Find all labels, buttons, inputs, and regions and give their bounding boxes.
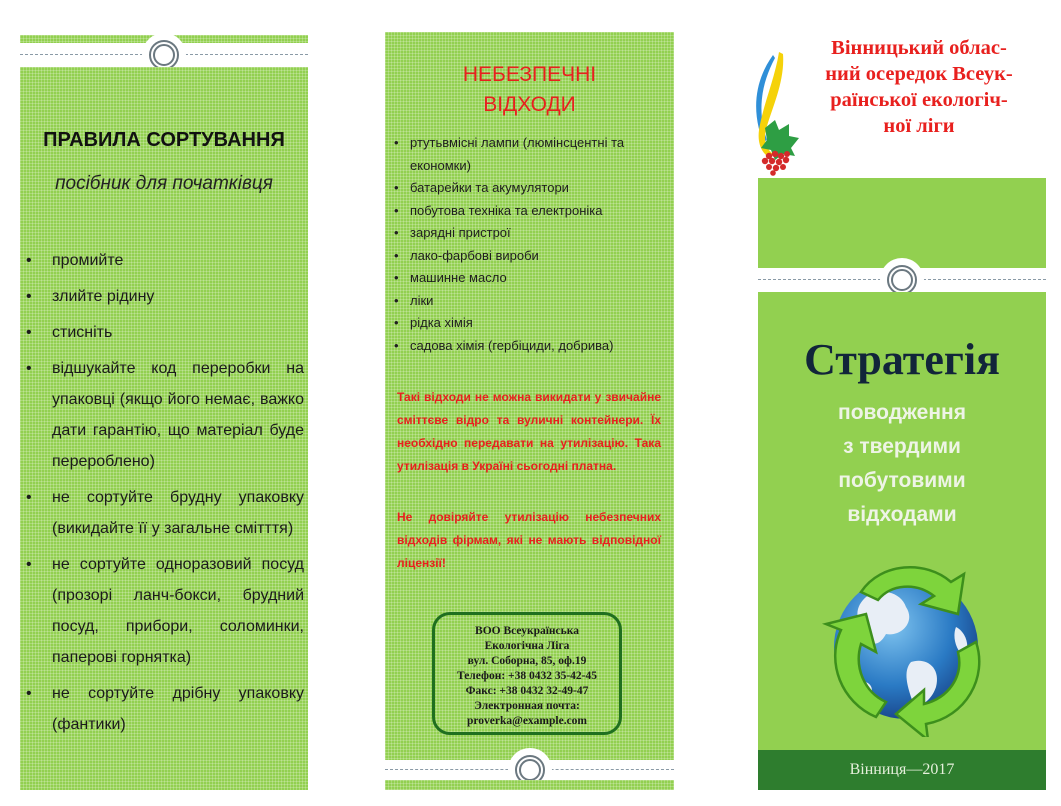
hazardous-item: • машинне масло: [385, 267, 668, 290]
panel-divider: [758, 268, 1046, 292]
cover-subtitle-line4: відходами: [847, 503, 957, 526]
cover-main-block: [758, 292, 1046, 790]
hazardous-title: [385, 60, 674, 120]
organization-name-line1: Вінницький облас-: [831, 37, 1007, 59]
hazardous-item: • рідка хімія: [385, 312, 668, 335]
hazardous-items-list: [385, 132, 668, 357]
contact-phone: Телефон: +38 0432 35-42-45: [456, 670, 598, 682]
organization-name-line3: раїнської екологіч-: [830, 89, 1008, 111]
license-warning: Не довіряйте утилізацію небезпечних відходів фірмам, які не мають відповідної ліцензії!: [397, 510, 661, 570]
contact-org-line1: ВОО Всеукраїнська: [475, 625, 579, 637]
contact-org-line2: Екологічна Ліга: [484, 640, 570, 652]
hazardous-item: • зарядні пристрої: [385, 222, 668, 245]
panel-divider: [20, 43, 308, 67]
cover-subtitle-line1: поводження: [838, 401, 966, 424]
contact-box: [432, 612, 622, 735]
sorting-rules-panel: [20, 35, 308, 790]
hazardous-item: • побутова техніка та електроніка: [385, 200, 668, 223]
rule-item: • не сортуйте дрібну упаковку (фантики): [20, 678, 304, 740]
hazardous-item: • ліки: [385, 290, 668, 313]
hazardous-title-line1: НЕБЕЗПЕЧНІ: [462, 63, 597, 86]
cover-footer: Вінниця—2017: [758, 750, 1046, 790]
sorting-subtitle: посібник для початківця: [55, 173, 273, 194]
panel-divider: [385, 758, 674, 782]
cover-subtitle-line3: побутовими: [838, 469, 966, 492]
cover-subtitle: [758, 396, 1046, 532]
cover-top-block: [758, 178, 1046, 268]
recycle-globe-icon: [806, 552, 1006, 737]
cover-subtitle-line2: з твердими: [843, 435, 961, 458]
sorting-title: ПРАВИЛА СОРТУВАННЯ: [43, 129, 285, 151]
panel-body: [385, 32, 674, 760]
hazardous-waste-panel: [385, 32, 674, 790]
hazardous-item: • лако-фарбові вироби: [385, 245, 668, 268]
panel-bottom-bar: [385, 780, 674, 790]
sorting-rules-list: [20, 245, 304, 745]
rule-item: • не сортуйте брудну упаковку (викидайте її у загальне смітття): [20, 482, 304, 544]
contact-email[interactable]: proverka@example.com: [466, 715, 588, 727]
organization-name: [790, 35, 1048, 139]
contact-email-label: Электронная почта:: [474, 700, 580, 712]
rule-item: • не сортуйте одноразовий посуд (прозорі ланч-бокси, брудний посуд, прибори, соломинки, паперові горнятка): [20, 549, 304, 673]
warning-paragraph: Такі відходи не можна викидати у звичайне сміттєве відро та вуличні контейнери. Їх необхідно передавати на утилізацію. Така утилізація в Україні сьогодні платна.: [397, 390, 661, 473]
rule-item: • стисніть: [20, 317, 304, 348]
rule-item: • відшукайте код переробки на упаковці (якщо його немає, важко дати гарантію, що матеріал буде перероблено): [20, 353, 304, 477]
organization-name-line4: ної ліги: [883, 115, 955, 137]
hazardous-item: • батарейки та акумулятори: [385, 177, 668, 200]
contact-address: вул. Соборна, 85, оф.19: [467, 655, 587, 667]
hazardous-title-line2: ВІДХОДИ: [483, 93, 576, 116]
hazardous-item: • ртутьвмісні лампи (люмінсцентні та економки): [385, 132, 668, 177]
organization-name-line2: ний осередок Всеук-: [825, 63, 1013, 85]
cover-panel: [758, 178, 1046, 790]
rule-item: • промийте: [20, 245, 304, 276]
contact-fax: Факс: +38 0432 32-49-47: [465, 685, 589, 697]
rule-item: • злийте рідину: [20, 281, 304, 312]
cover-title: Стратегія: [804, 335, 1000, 384]
panel-body: [20, 67, 308, 790]
hazardous-item: • садова хімія (гербіциди, добрива): [385, 335, 668, 358]
